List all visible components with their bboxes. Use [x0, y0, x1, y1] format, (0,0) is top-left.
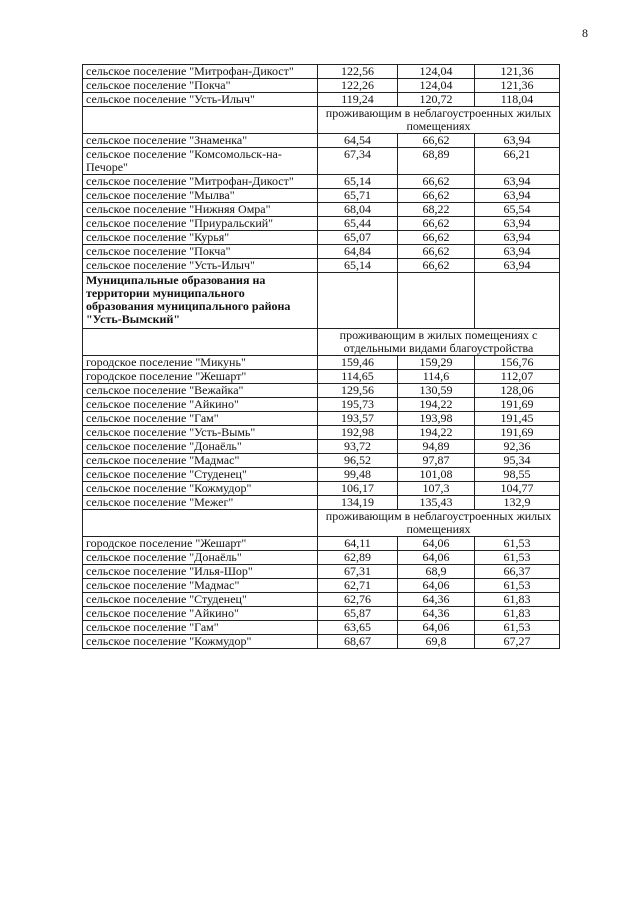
value-cell: 69,8 — [398, 635, 475, 649]
value-cell: 114,6 — [398, 370, 475, 384]
table-row — [83, 356, 560, 370]
settlement-name-cell: сельское поселение "Митрофан-Дикост" — [83, 175, 318, 189]
value-cell: 191,45 — [475, 412, 560, 426]
value-cell: 62,71 — [318, 579, 398, 593]
value-cell: 194,22 — [398, 398, 475, 412]
value-cell: 66,62 — [398, 217, 475, 231]
value-cell: 96,52 — [318, 454, 398, 468]
table-row — [83, 454, 560, 468]
settlement-name-cell: сельское поселение "Илья-Шор" — [83, 565, 318, 579]
settlement-name-cell: сельское поселение "Гам" — [83, 412, 318, 426]
value-cell: 64,06 — [398, 537, 475, 551]
settlement-name-cell: сельское поселение "Нижняя Омра" — [83, 203, 318, 217]
table-row — [83, 426, 560, 440]
table-row — [83, 148, 560, 175]
value-cell: 99,48 — [318, 468, 398, 482]
value-cell: 63,94 — [475, 189, 560, 203]
value-cell: 192,98 — [318, 426, 398, 440]
table-row — [83, 217, 560, 231]
table-row — [83, 440, 560, 454]
category-header: проживающим в жилых помещениях с отдельными видами благоустройства — [318, 329, 560, 356]
value-cell: 64,11 — [318, 537, 398, 551]
value-cell: 65,54 — [475, 203, 560, 217]
value-cell: 121,36 — [475, 79, 560, 93]
value-cell: 68,67 — [318, 635, 398, 649]
value-cell: 63,94 — [475, 217, 560, 231]
settlement-name-cell: сельское поселение "Усть-Илыч" — [83, 259, 318, 273]
value-cell: 122,56 — [318, 65, 398, 79]
settlement-name-cell: сельское поселение "Усть-Вымь" — [83, 426, 318, 440]
value-cell: 64,06 — [398, 551, 475, 565]
value-cell: 64,84 — [318, 245, 398, 259]
value-cell: 65,14 — [318, 175, 398, 189]
settlement-name-cell: сельское поселение "Донаёль" — [83, 551, 318, 565]
value-cell: 68,89 — [398, 148, 475, 175]
value-cell: 61,83 — [475, 607, 560, 621]
table-row — [83, 245, 560, 259]
table-row — [83, 621, 560, 635]
value-cell: 118,04 — [475, 93, 560, 107]
value-cell: 68,04 — [318, 203, 398, 217]
settlement-name-cell: сельское поселение "Мадмас" — [83, 579, 318, 593]
value-cell: 122,26 — [318, 79, 398, 93]
value-cell: 65,71 — [318, 189, 398, 203]
value-cell: 159,29 — [398, 356, 475, 370]
table-row — [83, 607, 560, 621]
empty-cell — [318, 273, 398, 329]
table-row — [83, 93, 560, 107]
table-row — [83, 65, 560, 79]
value-cell: 65,87 — [318, 607, 398, 621]
empty-cell — [398, 273, 475, 329]
table-row — [83, 551, 560, 565]
value-cell: 193,98 — [398, 412, 475, 426]
settlement-name-cell: сельское поселение "Мылва" — [83, 189, 318, 203]
value-cell: 63,94 — [475, 245, 560, 259]
settlement-name-cell: сельское поселение "Митрофан-Дикост" — [83, 65, 318, 79]
settlement-name-cell: городское поселение "Жешарт" — [83, 537, 318, 551]
table-row — [83, 189, 560, 203]
value-cell: 66,37 — [475, 565, 560, 579]
table-row — [83, 398, 560, 412]
table-row — [83, 579, 560, 593]
value-cell: 104,77 — [475, 482, 560, 496]
value-cell: 61,53 — [475, 621, 560, 635]
section-heading: Муниципальные образования на территории муниципального образования муниципального района "Усть-Вымский" — [83, 273, 318, 329]
table-row — [83, 134, 560, 148]
table-row — [83, 468, 560, 482]
value-cell: 67,27 — [475, 635, 560, 649]
value-cell: 98,55 — [475, 468, 560, 482]
settlement-name-cell: сельское поселение "Усть-Илыч" — [83, 93, 318, 107]
value-cell: 124,04 — [398, 65, 475, 79]
table-row — [83, 537, 560, 551]
value-cell: 65,07 — [318, 231, 398, 245]
value-cell: 191,69 — [475, 426, 560, 440]
settlement-name-cell: сельское поселение "Гам" — [83, 621, 318, 635]
table-row — [83, 370, 560, 384]
value-cell: 64,06 — [398, 579, 475, 593]
settlement-name-cell: сельское поселение "Межег" — [83, 496, 318, 510]
empty-cell — [83, 107, 318, 134]
value-cell: 62,89 — [318, 551, 398, 565]
settlement-name-cell: городское поселение "Жешарт" — [83, 370, 318, 384]
value-cell: 66,21 — [475, 148, 560, 175]
table-row — [83, 384, 560, 398]
value-cell: 135,43 — [398, 496, 475, 510]
value-cell: 63,94 — [475, 134, 560, 148]
value-cell: 64,54 — [318, 134, 398, 148]
table-row — [83, 593, 560, 607]
subheader-row — [83, 107, 560, 134]
table-row — [83, 259, 560, 273]
settlement-name-cell: сельское поселение "Айкино" — [83, 607, 318, 621]
table-row — [83, 231, 560, 245]
value-cell: 114,65 — [318, 370, 398, 384]
value-cell: 67,34 — [318, 148, 398, 175]
value-cell: 159,46 — [318, 356, 398, 370]
value-cell: 63,94 — [475, 259, 560, 273]
table-row — [83, 412, 560, 426]
value-cell: 66,62 — [398, 231, 475, 245]
value-cell: 66,62 — [398, 259, 475, 273]
empty-cell — [83, 510, 318, 537]
value-cell: 93,72 — [318, 440, 398, 454]
value-cell: 66,62 — [398, 134, 475, 148]
value-cell: 134,19 — [318, 496, 398, 510]
table-row — [83, 635, 560, 649]
table-row — [83, 175, 560, 189]
category-header: проживающим в неблагоустроенных жилых помещениях — [318, 107, 560, 134]
tariff-table — [82, 64, 560, 649]
value-cell: 101,08 — [398, 468, 475, 482]
value-cell: 128,06 — [475, 384, 560, 398]
settlement-name-cell: сельское поселение "Кожмудор" — [83, 482, 318, 496]
value-cell: 66,62 — [398, 175, 475, 189]
table-row — [83, 496, 560, 510]
settlement-name-cell: сельское поселение "Донаёль" — [83, 440, 318, 454]
settlement-name-cell: сельское поселение "Приуральский" — [83, 217, 318, 231]
settlement-name-cell: сельское поселение "Мадмас" — [83, 454, 318, 468]
table-row — [83, 482, 560, 496]
value-cell: 61,53 — [475, 579, 560, 593]
value-cell: 156,76 — [475, 356, 560, 370]
value-cell: 130,59 — [398, 384, 475, 398]
settlement-name-cell: сельское поселение "Студенец" — [83, 593, 318, 607]
value-cell: 195,73 — [318, 398, 398, 412]
settlement-name-cell: сельское поселение "Айкино" — [83, 398, 318, 412]
value-cell: 61,53 — [475, 537, 560, 551]
settlement-name-cell: сельское поселение "Вежайка" — [83, 384, 318, 398]
category-header: проживающим в неблагоустроенных жилых помещениях — [318, 510, 560, 537]
value-cell: 194,22 — [398, 426, 475, 440]
table-row — [83, 79, 560, 93]
section-row — [83, 273, 560, 329]
value-cell: 63,94 — [475, 175, 560, 189]
value-cell: 61,53 — [475, 551, 560, 565]
value-cell: 124,04 — [398, 79, 475, 93]
subheader-row — [83, 510, 560, 537]
value-cell: 63,94 — [475, 231, 560, 245]
page-number: 8 — [582, 26, 588, 40]
settlement-name-cell: сельское поселение "Кожмудор" — [83, 635, 318, 649]
settlement-name-cell: сельское поселение "Знаменка" — [83, 134, 318, 148]
table-body — [83, 65, 560, 649]
value-cell: 193,57 — [318, 412, 398, 426]
empty-cell — [83, 329, 318, 356]
settlement-name-cell: сельское поселение "Курья" — [83, 231, 318, 245]
value-cell: 68,9 — [398, 565, 475, 579]
value-cell: 119,24 — [318, 93, 398, 107]
settlement-name-cell: городское поселение "Микунь" — [83, 356, 318, 370]
table-row — [83, 565, 560, 579]
value-cell: 64,06 — [398, 621, 475, 635]
value-cell: 66,62 — [398, 189, 475, 203]
value-cell: 132,9 — [475, 496, 560, 510]
empty-cell — [475, 273, 560, 329]
settlement-name-cell: сельское поселение "Студенец" — [83, 468, 318, 482]
value-cell: 120,72 — [398, 93, 475, 107]
settlement-name-cell: сельское поселение "Комсомольск-на-Печоре" — [83, 148, 318, 175]
value-cell: 65,44 — [318, 217, 398, 231]
value-cell: 66,62 — [398, 245, 475, 259]
value-cell: 94,89 — [398, 440, 475, 454]
value-cell: 121,36 — [475, 65, 560, 79]
value-cell: 65,14 — [318, 259, 398, 273]
value-cell: 64,36 — [398, 593, 475, 607]
value-cell: 63,65 — [318, 621, 398, 635]
value-cell: 129,56 — [318, 384, 398, 398]
value-cell: 191,69 — [475, 398, 560, 412]
subheader-row — [83, 329, 560, 356]
value-cell: 62,76 — [318, 593, 398, 607]
value-cell: 64,36 — [398, 607, 475, 621]
value-cell: 92,36 — [475, 440, 560, 454]
value-cell: 107,3 — [398, 482, 475, 496]
value-cell: 97,87 — [398, 454, 475, 468]
value-cell: 106,17 — [318, 482, 398, 496]
value-cell: 61,83 — [475, 593, 560, 607]
value-cell: 95,34 — [475, 454, 560, 468]
value-cell: 68,22 — [398, 203, 475, 217]
value-cell: 67,31 — [318, 565, 398, 579]
table-row — [83, 203, 560, 217]
settlement-name-cell: сельское поселение "Покча" — [83, 245, 318, 259]
value-cell: 112,07 — [475, 370, 560, 384]
settlement-name-cell: сельское поселение "Покча" — [83, 79, 318, 93]
